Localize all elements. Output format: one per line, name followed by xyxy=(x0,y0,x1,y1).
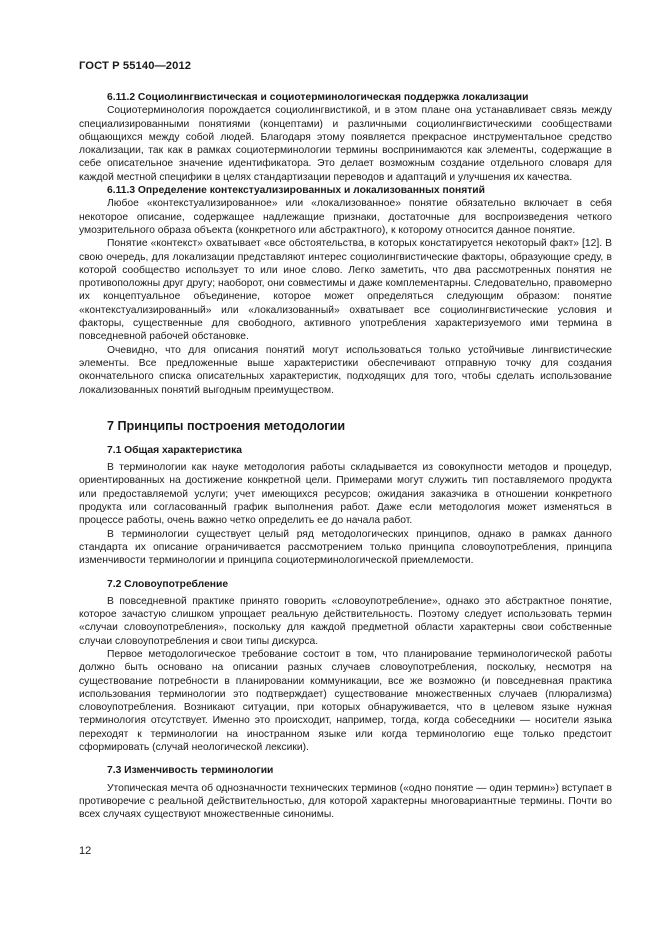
paragraph: Очевидно, что для описания понятий могут использоваться только устойчивые лингвистические элементы. Все предложенные выше характеристики обеспечивают отправную точку для создания окончательного списка описательных характеристик, подходящих для того, чтобы сделать использование локализованных понятий выгодным преимуществом. xyxy=(79,344,612,396)
standard-header: ГОСТ Р 55140—2012 xyxy=(79,60,192,72)
section-heading-7-1: 7.1 Общая характеристика xyxy=(107,444,242,456)
paragraph: В терминологии как науке методология работы складывается из совокупности методов и процедур, ориентированных на достижение конкретной цели. Примерами могут служить тип поставляемого продукта или предоставляемой услуги; учет имеющихся ресурсов; ожидания заказчика в отношении конкретного продукта или согласованный график выполнения работ. Даже если методология может изменяться в процессе работы, очень важно четко определить ее до начала работ. xyxy=(79,462,612,527)
paragraph: В повседневной практике принято говорить «словоупотребление», однако это абстрактное понятие, которое зачастую слишком упрощает реальную действительность. Поэтому следует использовать термин «случаи словоупотребления», поскольку для каждой предметной области характерны свои собственные случаи словоупотребления и свои типы дискурса. xyxy=(79,595,612,647)
paragraph: Социотерминология порождается социолингвистикой, и в этом плане она устанавливает связь между специализированными понятиями (концептами) и различными социолингвистическими сообществами общающихся между собой людей. Благодаря этому появляется прекрасное инструментальное средство локализации, так как в рамках социотерминологии термины воспринимаются как элементы, содержащие в себе описательное значение идентификатора. Это делает возможным создание отдельного словаря для каждой местной специфики в целях стандартизации переводов и адаптаций и улучшения их качества. xyxy=(79,105,612,183)
section-heading-6-11-3: 6.11.3 Определение контекстуализированных и локализованных понятий xyxy=(107,185,485,197)
paragraph: Утопическая мечта об однозначности технических терминов («одно понятие — один термин») вступает в противоречие с реальной действительностью, для которой характерны многовариантные термины. Почти во всех случаях существуют множественные синонимы. xyxy=(79,782,612,821)
paragraph: Первое методологическое требование состоит в том, что планирование терминологической работы должно быть основано на описании разных случаев словоупотребления, поскольку, несмотря на существование потребности в планировании коммуникации, все же возможно (и повседневная практика использования терминологии это подтверждает) существование множественных случаев (плюрализма) словоупотребления. Возникают ситуации, при которых обнаруживается, что в целевом языке нужная терминология отсутствует. Именно это происходит, например, тогда, когда собеседники — носители языка переходят к терминологии на иностранном языке или когда терминологию еще только предстоит сформировать (случай неологической лексики). xyxy=(79,648,612,754)
section-heading-7: 7 Принципы построения методологии xyxy=(107,418,346,433)
paragraph: Понятие «контекст» охватывает «все обстоятельства, в которых констатируется некоторый факт» [12]. В свою очередь, для локализации представляют интерес социолингвистические факторы, образующие среду, в которой сообщество использует то или иное слово. Легко заметить, что два рассмотренных понятия не противоположны друг другу; наоборот, они совместимы и даже комплементарны. Следовательно, правомерно их концептуальное объединение, которое может определяться следующим образом: понятие «контекстуализированный» или «локализованный» охватывает все социолингвистические условия и факторы, существенные для свободного, активного употребления характеризуемого ими термина в повседневной рабочей обстановке. xyxy=(79,238,612,343)
document-body xyxy=(79,91,612,822)
paragraph: Любое «контекстуализированное» или «локализованное» понятие обязательно включает в себя некоторое описание, содержащее надлежащие признаки, достаточные для воспроизведения четкого умозрительного образа объекта (конкретного или абстрактного), к которому относится данное понятие. xyxy=(79,198,612,236)
section-heading-7-3: 7.3 Изменчивость терминологии xyxy=(107,765,274,777)
section-heading-7-2: 7.2 Словоупотребление xyxy=(107,578,229,590)
section-heading-6-11-2: 6.11.2 Социолингвистическая и социотерминологическая поддержка локализации xyxy=(107,92,529,103)
page-number: 12 xyxy=(79,845,92,857)
paragraph: В терминологии существует целый ряд методологических принципов, однако в рамках данного стандарта их описание ограничивается рассмотрением только принципа словоупотребления, принципа изменчивости терминологии и принципа социотерминологической приемлемости. xyxy=(79,528,612,567)
